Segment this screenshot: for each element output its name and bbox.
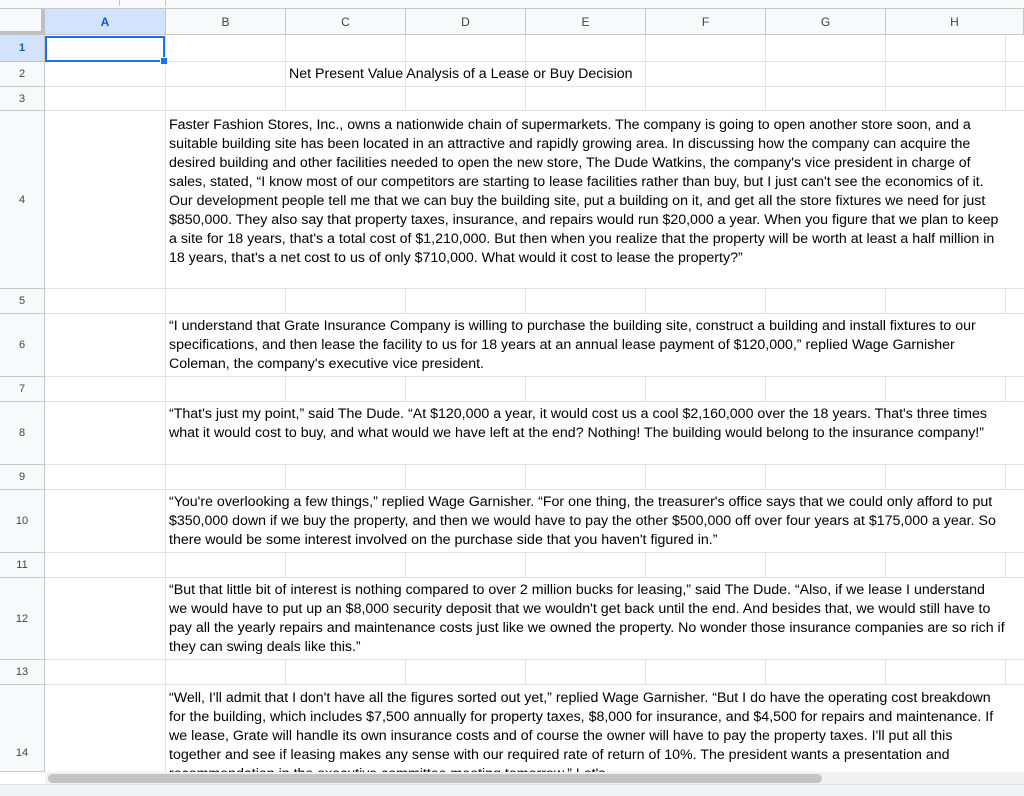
column-header-g[interactable]: G (766, 9, 886, 35)
paragraph-cell: “Well, I'll admit that I don't have all the figures sorted out yet,” replied Wage Garnisher. “But I do have the operating cost breakdown for the building, which includes $7,500 annually for property taxes, $8,000 for insurance, and $4,500 for repairs and maintenance. If we lease, Grate will handle its own insurance costs and of course the owner will have to pay the property taxes. I'll put all this together and see if leasing makes any sense with our required rate of return of 10%. The president wants a presentation and (169, 689, 1005, 772)
column-header-h[interactable]: H (886, 9, 1024, 35)
row-header-10[interactable]: 10 (0, 490, 45, 553)
paragraph-cell: “You're overlooking a few things,” replied Wage Garnisher. “For one thing, the treasurer's office says that we could only afford to put $350,000 down if we buy the property, and then we would have to pay the other $500,000 off over four years at $175,000 a year. So there would be some interest involved on the purchase side that you haven't figured in.” (169, 493, 1005, 552)
gridline (45, 464, 1024, 465)
column-header-a[interactable]: A (45, 9, 166, 35)
divider (165, 0, 166, 6)
row-header-2[interactable]: 2 (0, 62, 45, 87)
sheet-title[interactable]: Net Present Value Analysis of a Lease or Buy Decision (289, 66, 633, 82)
gridline (45, 288, 1024, 289)
column-header-b[interactable]: B (166, 9, 286, 35)
row-header-6[interactable]: 6 (0, 314, 45, 377)
column-header-d[interactable]: D (406, 9, 526, 35)
paragraph-cell: Faster Fashion Stores, Inc., owns a nationwide chain of supermarkets. The company is going to open another store soon, and a suitable building site has been located in an attractive and rapidly growing area. In discussing how the company can acquire the desired building and other facilities needed to open the new store, The Dude Watkins, the company's vice president in charge of sales, stated, “I know most of our competitors are starting to lease facilities rather than buy, but I just can't see the economics of it. Our development people tell me that we can buy the building site, put a building on it, and get all the store fixtures we need for just $850,000. They also say that property taxes, insurance, and repairs would run $20,000 a year. When you figure that we plan to keep a site for 18 years, that's a total cost of $1,210,000. But then when you realize that the property will be worth at least a half million in 18 years, that's a net cost to us of only $710,000. What would it cost to lease the property?” (169, 116, 1005, 288)
paragraph-cell: “But that little bit of interest is nothing compared to over 2 million bucks for leasing,” said The Dude. “Also, if we lease I understand we would have to put up an $8,000 security deposit that we wouldn't get back until the end. And besides that, we would still have to pay all the yearly repairs and maintenance costs just like we owned the property. No wonder those insurance companies are so rich if they can swing deals like this.” (169, 581, 1005, 659)
scrollbar-thumb[interactable] (48, 774, 822, 783)
sheet-tabs-bar (0, 784, 1024, 796)
gridline (45, 552, 1024, 553)
row-header-5[interactable]: 5 (0, 289, 45, 314)
paragraph-cell: “I understand that Grate Insurance Company is willing to purchase the building site, construct a building and install fixtures to our specifications, and then lease the facility to us for 18 years at an annual lease payment of $120,000,” replied Wage Garnisher Coleman, the company's executive vice president. (169, 317, 1005, 376)
paragraph-cell: “That's just my point,” said The Dude. “At $120,000 a year, it would cost us a cool $2,160,000 over the 18 years. That's three times what it would cost to buy, and what would we have left at the end? Nothing! The building would belong to the insurance company!” (169, 405, 1005, 464)
row-header-8[interactable]: 8 (0, 402, 45, 465)
gridline (45, 61, 1024, 62)
row-header-1[interactable]: 1 (0, 35, 45, 62)
select-all-corner[interactable] (0, 9, 45, 35)
row-header-3[interactable]: 3 (0, 87, 45, 111)
row-header-4[interactable]: 4 (0, 111, 45, 289)
fill-handle[interactable] (160, 57, 168, 65)
row-header-9[interactable]: 9 (0, 465, 45, 490)
row-header-13[interactable]: 13 (0, 660, 45, 685)
row-header-7[interactable]: 7 (0, 377, 45, 402)
column-header-e[interactable]: E (526, 9, 646, 35)
gridline (45, 86, 1024, 87)
divider (119, 0, 120, 6)
active-cell-a1[interactable] (45, 36, 165, 62)
column-header-c[interactable]: C (286, 9, 406, 35)
formula-bar-edge (0, 0, 1024, 9)
row-header-14[interactable]: 14 (0, 685, 45, 772)
gridline (45, 376, 1024, 377)
row-header-12[interactable]: 12 (0, 578, 45, 660)
column-header-f[interactable]: F (646, 9, 766, 35)
row-header-11[interactable]: 11 (0, 553, 45, 578)
gridline (45, 659, 1024, 660)
